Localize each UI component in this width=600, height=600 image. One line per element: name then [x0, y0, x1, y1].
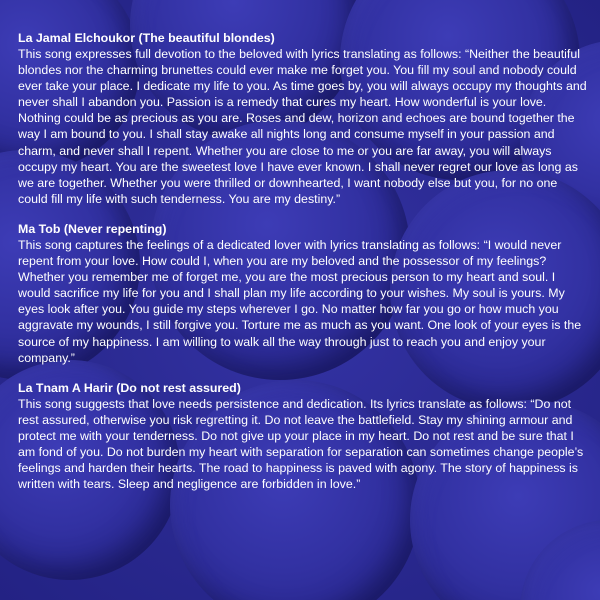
song-title: La Jamal Elchoukor (The beautiful blondes): [18, 31, 275, 45]
song-section-la-tnam-a-harir: [18, 380, 590, 493]
song-section-la-jamal-elchoukor: [18, 30, 590, 207]
song-description: This song captures the feelings of a dedicated lover with lyrics translating as follows: “I would never repent from your love. How could I, when you are my beloved and the possessor of my feelings? Whether you remember me of forget me, you are the most precious person to my heart and soul. I would sacrifice my life for you and I shall plan my life according to your wishes. My soul is yours. My eyes look after you. You guide my steps wherever I go. No matter how far you go or how much you aggravate my wounds, I still forgive you. Torture me as much as you want. One look of your eyes is the source of my happiness. I am willing to walk all the way through just to reach you and enjoy your company.”: [18, 237, 582, 365]
song-title: Ma Tob (Never repenting): [18, 221, 167, 236]
song-section-ma-tob: [18, 221, 590, 366]
song-title: La Tnam A Harir (Do not rest assured): [18, 380, 241, 395]
song-description: This song expresses full devotion to the beloved with lyrics translating as follows: “Neither the beautiful blondes nor the charming brunettes could ever make me forget you. You fill my soul and nobody could ever take your place. I dedicate my life to you. As time goes by, you will always occupy my thoughts and never shall I abandon you. Passion is a remedy that cures my heart. How wonderful is your love. Nothing could be as precious as you are. Roses and dew, horizon and echoes are bound together the way I am bound to you. I shall stay awake all nights long and consume myself in your passion and charm, and never shall I repent. Whether you are close to me or you are far away, you will always occupy my heart. You are the sweetest love I have ever known. I shall never regret our love as long as we are together. Whether you were thrilled or downhearted, I want nobody else but you, for no one could fill my life with such tenderness. You are my destiny.”: [18, 47, 587, 206]
song-description: This song suggests that love needs persistence and dedication. Its lyrics translate as follows: “Do not rest assured, otherwise you risk regretting it. Do not leave the battlefield. Stay my shining armour and protect me with your tenderness. Do not give up your place in my heart. Do not rest and be sure that I am fond of you. Do not burden my heart with separation for separation can sometimes change people’s feelings and harden their hearts. The road to happiness is paved with agony. The story of happiness is written with tears. Sleep and negligence are forbidden in love.”: [18, 396, 584, 492]
liner-notes: [18, 30, 590, 506]
